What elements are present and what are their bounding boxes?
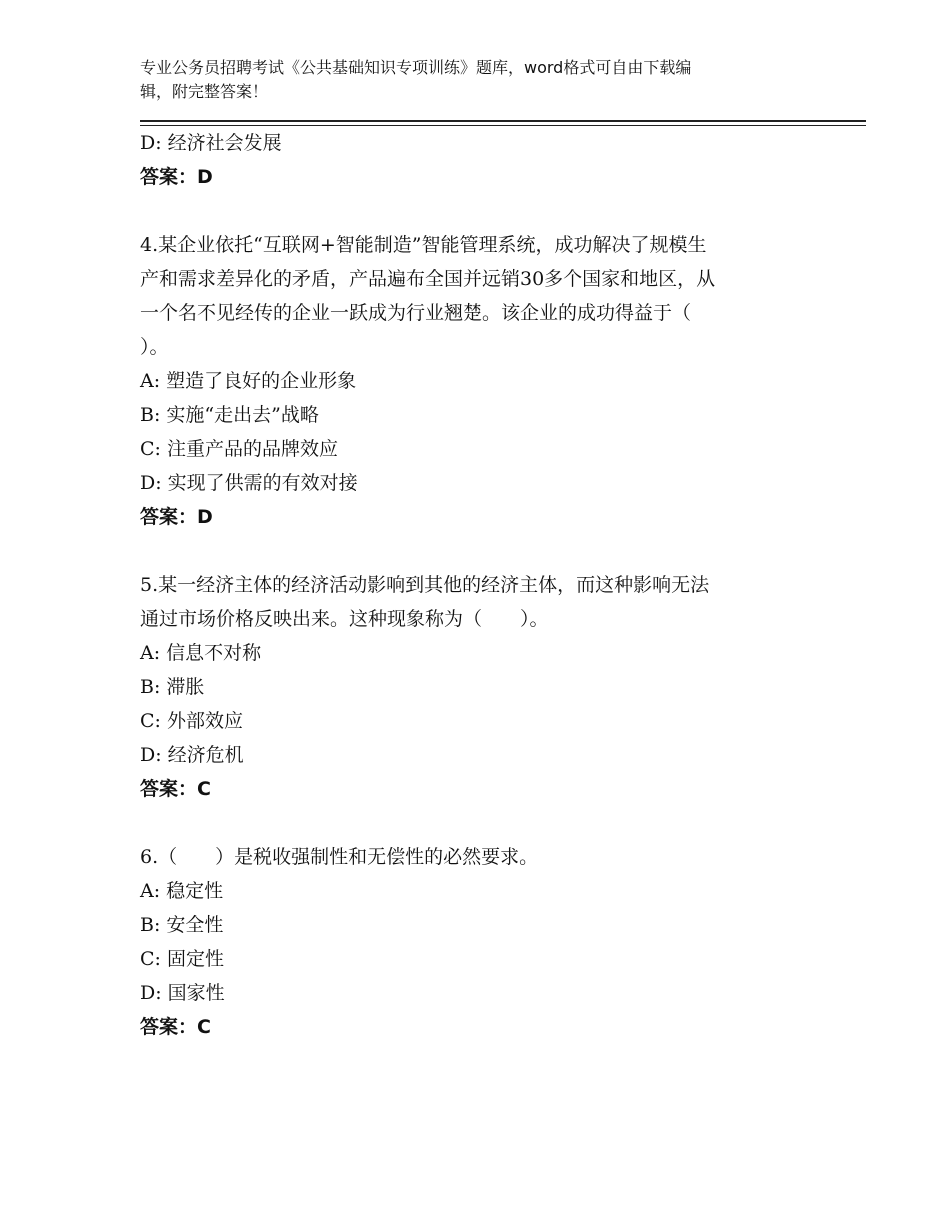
question-stem-line: ）。 [140,336,169,358]
page-header [140,56,800,104]
header-line-1: 专业公务员招聘考试《公共基础知识专项训练》题库，word格式可自由下载编 [140,58,692,77]
question-stem-line: 6.（ ）是税收强制性和无偿性的必然要求。 [140,846,539,868]
answer-label: 答案：D [140,506,213,528]
option-c: C: 外部效应 [140,710,243,732]
question-4 [140,228,810,534]
header-rule-thick [140,120,866,122]
option-b: B: 滞胀 [140,676,205,698]
question-6 [140,840,810,1044]
option-d: D: 实现了供需的有效对接 [140,472,358,494]
spacer [140,194,810,228]
option-c: C: 固定性 [140,948,224,970]
question-stem-line: 产和需求差异化的矛盾，产品遍布全国并远销30多个国家和地区，从 [140,268,716,290]
option-d: D: 经济社会发展 [140,132,282,154]
question-stem-line: 一个名不见经传的企业一跃成为行业翘楚。该企业的成功得益于（ [140,302,692,324]
option-a: A: 信息不对称 [140,642,262,664]
option-b: B: 实施“走出去”战略 [140,404,319,426]
option-a: A: 稳定性 [140,880,224,902]
option-a: A: 塑造了良好的企业形象 [140,370,357,392]
header-line-2: 辑，附完整答案！ [140,82,269,101]
spacer [140,534,810,568]
option-b: B: 安全性 [140,914,224,936]
spacer [140,806,810,840]
question-stem-line: 5.某一经济主体的经济活动影响到其他的经济主体，而这种影响无法 [140,574,710,596]
answer-label: 答案：D [140,166,213,188]
answer-label: 答案：C [140,1016,211,1038]
question-5 [140,568,810,806]
previous-question-tail [140,126,810,194]
option-d: D: 经济危机 [140,744,244,766]
question-content [140,126,810,1044]
option-d: D: 国家性 [140,982,225,1004]
question-stem-line: 4.某企业依托“互联网+智能制造”智能管理系统，成功解决了规模生 [140,234,707,256]
answer-label: 答案：C [140,778,211,800]
question-stem-line: 通过市场价格反映出来。这种现象称为（ ）。 [140,608,549,630]
option-c: C: 注重产品的品牌效应 [140,438,338,460]
